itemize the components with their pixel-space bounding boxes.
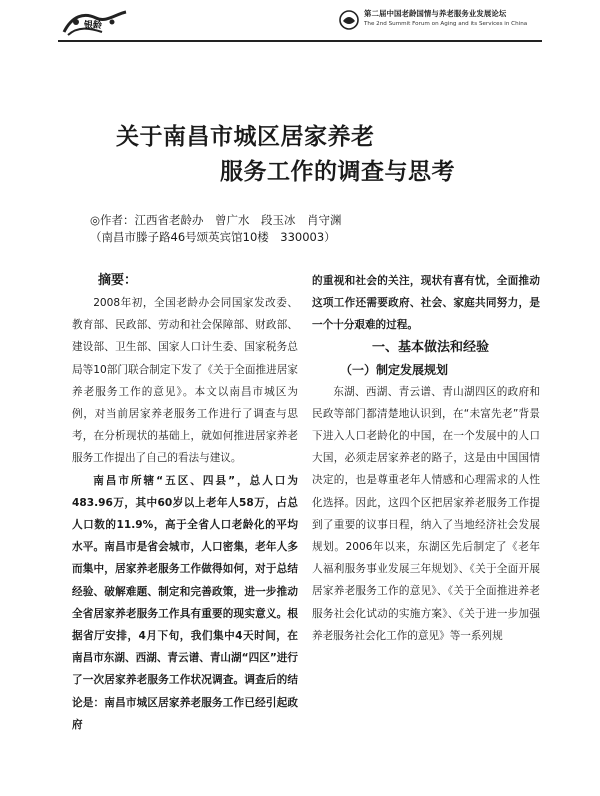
right-column — [312, 270, 540, 647]
header-title-cn: 第二届中国老龄国情与养老服务业发展论坛 — [364, 9, 507, 18]
abstract-paragraph-2: 南昌市所辖“五区、四县”，总人口为483.96万，其中60岁以上老年人58万，占总人口数的11.9%，高于全省人口老龄化的平均水平。南昌市是省会城市，人口密集，老年人多而集中，居家养老服务工作做得如何，对于总结经验、破解难题、制定和完善政策，进一步推动全省居家养老服务工作具有重要的现实意义。根据省厅安排，4月下旬，我们集中4天时间，在南昌市东湖、西湖、青云谱、青山湖“四区”进行了一次居家养老服务工作状况调查。调查后的结论是：南昌市城区居家养老服务工作已经引起政府 — [72, 474, 298, 731]
left-column — [72, 270, 298, 736]
section-paragraph-1: 东湖、西湖、青云谱、青山湖四区的政府和民政等部门都清楚地认识到，在“未富先老”背景下进入人口老龄化的中国，在一个发展中的人口大国，必须走居家养老的路子，这是由中国国情决定的，也是尊重老年人情感和心理需求的人性化选择。因此，这四个区把居家养老服务工作提到了重要的议事日程，纳入了当地经济社会发展规划。2006年以来，东湖区先后制定了《老年人福利服务事业发展三年规划》、《关于全面开展居家养老服务工作的意见》、《关于全面推进养老服务社会化试动的实施方案》、《关于进一步加强养老服务社会化工作的意见》等一系列规 — [312, 385, 540, 642]
author-line: ◎作者：江西省老龄办 曾广水 段玉冰 肖守渊 — [90, 213, 342, 227]
forum-emblem-icon — [338, 9, 360, 31]
page-header — [0, 0, 600, 40]
abstract-label: 摘要： — [98, 273, 138, 288]
abstract-paragraph-1: 2008年初，全国老龄办会同国家发改委、教育部、民政部、劳动和社会保障部、财政部、建设部、卫生部、国家人口计生委、国家税务总局等10部门联合制定下发了《关于全面推进居家养老服务工作的意见》。本文以南昌市城区为例，对当前居家养老服务工作进行了调查与思考，在分析现状的基础上，就如何推进居家养老服务工作提出了自己的看法与建议。 — [72, 297, 298, 465]
address-line: （南昌市滕子路46号颂英宾馆10楼 330003） — [90, 230, 336, 244]
article-title-line1: 关于南昌市城区居家养老 — [116, 124, 375, 150]
logo-text: 银龄 — [84, 21, 103, 31]
forum-logo — [62, 8, 128, 38]
header-divider — [58, 40, 542, 42]
section-heading: 一、基本做法和经验 — [372, 339, 490, 355]
article-title-line2: 服务工作的调查与思考 — [220, 159, 455, 185]
subsection-heading: （一）制定发展规划 — [340, 362, 449, 377]
header-title-en: The 2nd Summit Forum on Aging and its Services in China — [364, 21, 528, 27]
abstract-paragraph-2-continued: 的重视和社会的关注，现状有喜有忧，全面推动这项工作还需要政府、社会、家庭共同努力，是一个十分艰难的过程。 — [312, 275, 540, 332]
